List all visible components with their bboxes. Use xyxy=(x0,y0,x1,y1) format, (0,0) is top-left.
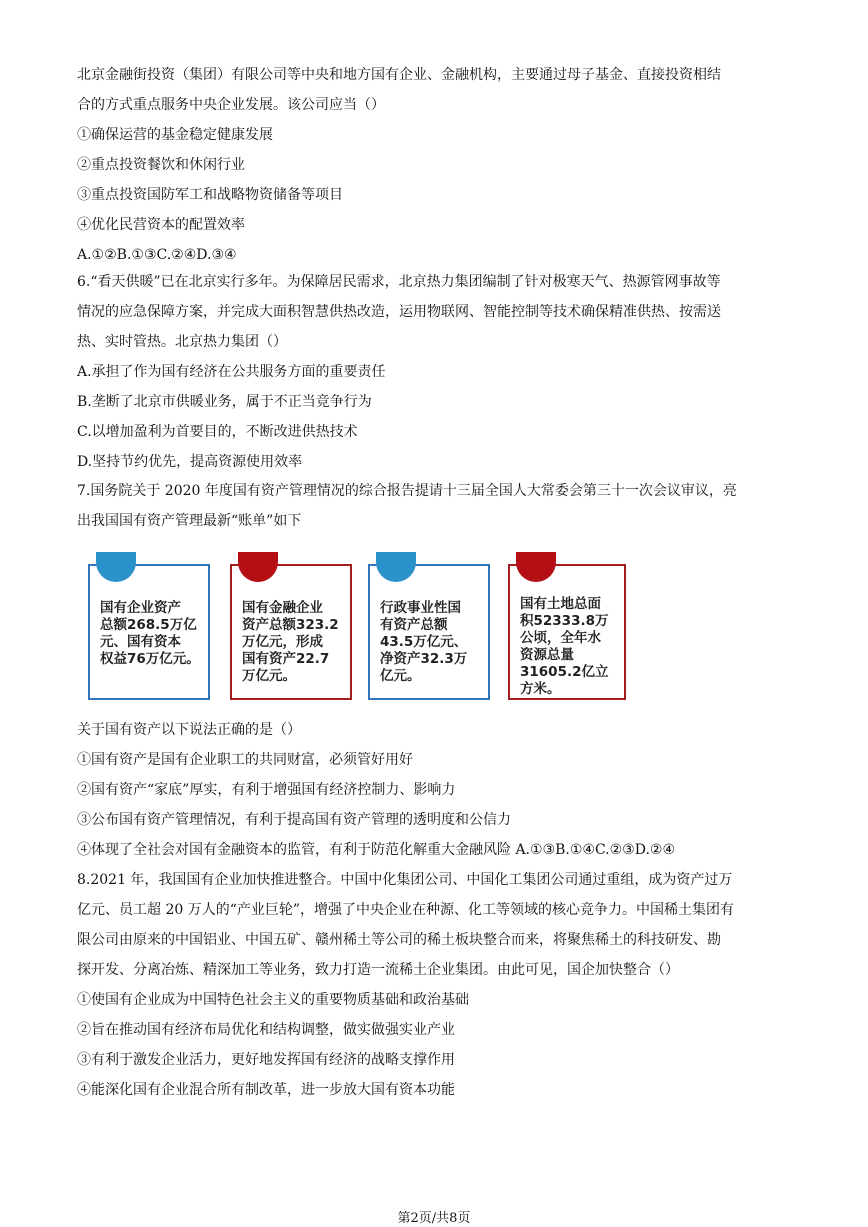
card-text: 国有金融企业 资产总额323.2 万亿元，形成 国有资产22.7 万亿元。 xyxy=(242,600,339,684)
card-financial-assets xyxy=(230,564,352,700)
q5-option-3: ③重点投资国防军工和战略物资储备等项目 xyxy=(77,187,343,203)
q5-choices: A.①②B.①③C.②④D.③④ xyxy=(77,247,237,263)
q6-block xyxy=(77,267,791,477)
card-tab xyxy=(238,552,278,582)
q8-stem-line-3: 限公司由原来的中国铝业、中国五矿、赣州稀土等公司的稀土板块整合而来，将聚焦稀土的科技研发、勘 xyxy=(77,932,721,948)
q5-stem xyxy=(77,60,791,270)
q5-option-2: ②重点投资餐饮和休闲行业 xyxy=(77,157,245,173)
q8-option-2: ②旨在推动国有经济布局优化和结构调整，做实做强实业产业 xyxy=(77,1022,455,1038)
q7-option-2: ②国有资产“家底”厚实，有利于增强国有经济控制力、影响力 xyxy=(77,782,456,798)
q8-stem-line-1: 8.2021 年，我国国有企业加快推进整合。中国中化集团公司、中国化工集团公司通过重组，成为资产过万 xyxy=(77,872,733,888)
q6-option-b: B.垄断了北京市供暖业务，属于不正当竞争行为 xyxy=(77,394,372,410)
q8-stem-line-2: 亿元、员工超 20 万人的“产业巨轮”，增强了中央企业在种源、化工等领域的核心竞争力。中国稀土集团有 xyxy=(77,902,735,918)
q7-stem xyxy=(77,476,791,536)
q8-option-3: ③有利于激发企业活力，更好地发挥国有经济的战略支撑作用 xyxy=(77,1052,455,1068)
q6-option-a: A.承担了作为国有经济在公共服务方面的重要责任 xyxy=(77,364,386,380)
q6-stem-line-3: 热、实时管热。北京热力集团（） xyxy=(77,334,287,350)
q5-option-1: ①确保运营的基金稳定健康发展 xyxy=(77,127,273,143)
page-number: 第2页/共8页 xyxy=(397,1211,471,1226)
q6-stem-line-1: 6.“看天供暖”已在北京实行多年。为保障居民需求，北京热力集团编制了针对极寒天气、热源管网事故等 xyxy=(77,274,721,290)
q7-option-3: ③公布国有资产管理情况，有利于提高国有资产管理的透明度和公信力 xyxy=(77,812,511,828)
q7-stem-line-1: 7.国务院关于 2020 年度国有资产管理情况的综合报告提请十三届全国人大常委会第三十一次会议审议，亮 xyxy=(77,483,737,499)
q8-stem-line-4: 探开发、分离冶炼、精深加工等业务，致力打造一流稀土企业集团。由此可见，国企加快整合（） xyxy=(77,962,679,978)
q8-block xyxy=(77,865,791,1105)
state-assets-cards xyxy=(88,552,633,702)
q6-option-c: C.以增加盈利为首要目的，不断改进供热技术 xyxy=(77,424,358,440)
q7-options xyxy=(77,715,791,865)
q7-stem-line-2: 出我国国有资产管理最新“账单”如下 xyxy=(77,513,302,529)
q8-option-1: ①使国有企业成为中国特色社会主义的重要物质基础和政治基础 xyxy=(77,992,469,1008)
card-tab xyxy=(516,552,556,582)
card-text: 国有企业资产 总额268.5万亿 元、国有资本 权益76万亿元。 xyxy=(100,600,200,667)
q5-stem-line-1: 北京金融街投资（集团）有限公司等中央和地方国有企业、金融机构，主要通过母子基金、直接投资相结 xyxy=(77,67,721,83)
q6-option-d: D.坚持节约优先，提高资源使用效率 xyxy=(77,454,303,470)
q6-stem-line-2: 情况的应急保障方案，并完成大面积智慧供热改造，运用物联网、智能控制等技术确保精准供热、按需送 xyxy=(77,304,721,320)
q7-option-4: ④体现了全社会对国有金融资本的监管，有利于防范化解重大金融风险 A.①③B.①④C.②③D.②④ xyxy=(77,842,675,858)
card-enterprise-assets xyxy=(88,564,210,700)
card-text: 国有土地总面 积52333.8万 公顷，全年水 资源总量 31605.2亿立 方米。 xyxy=(520,596,609,697)
card-tab xyxy=(96,552,136,582)
q5-option-4: ④优化民营资本的配置效率 xyxy=(77,217,245,233)
card-text: 行政事业性国 有资产总额 43.5万亿元、 净资产32.3万 亿元。 xyxy=(380,600,468,684)
card-administrative-assets xyxy=(368,564,490,700)
card-land-water-resources xyxy=(508,564,626,700)
q7-option-1: ①国有资产是国有企业职工的共同财富，必须管好用好 xyxy=(77,752,413,768)
card-tab xyxy=(376,552,416,582)
q8-option-4: ④能深化国有企业混合所有制改革，进一步放大国有资本功能 xyxy=(77,1082,455,1098)
q7-question: 关于国有资产以下说法正确的是（） xyxy=(77,722,301,738)
q5-stem-line-2: 合的方式重点服务中央企业发展。该公司应当（） xyxy=(77,97,385,113)
